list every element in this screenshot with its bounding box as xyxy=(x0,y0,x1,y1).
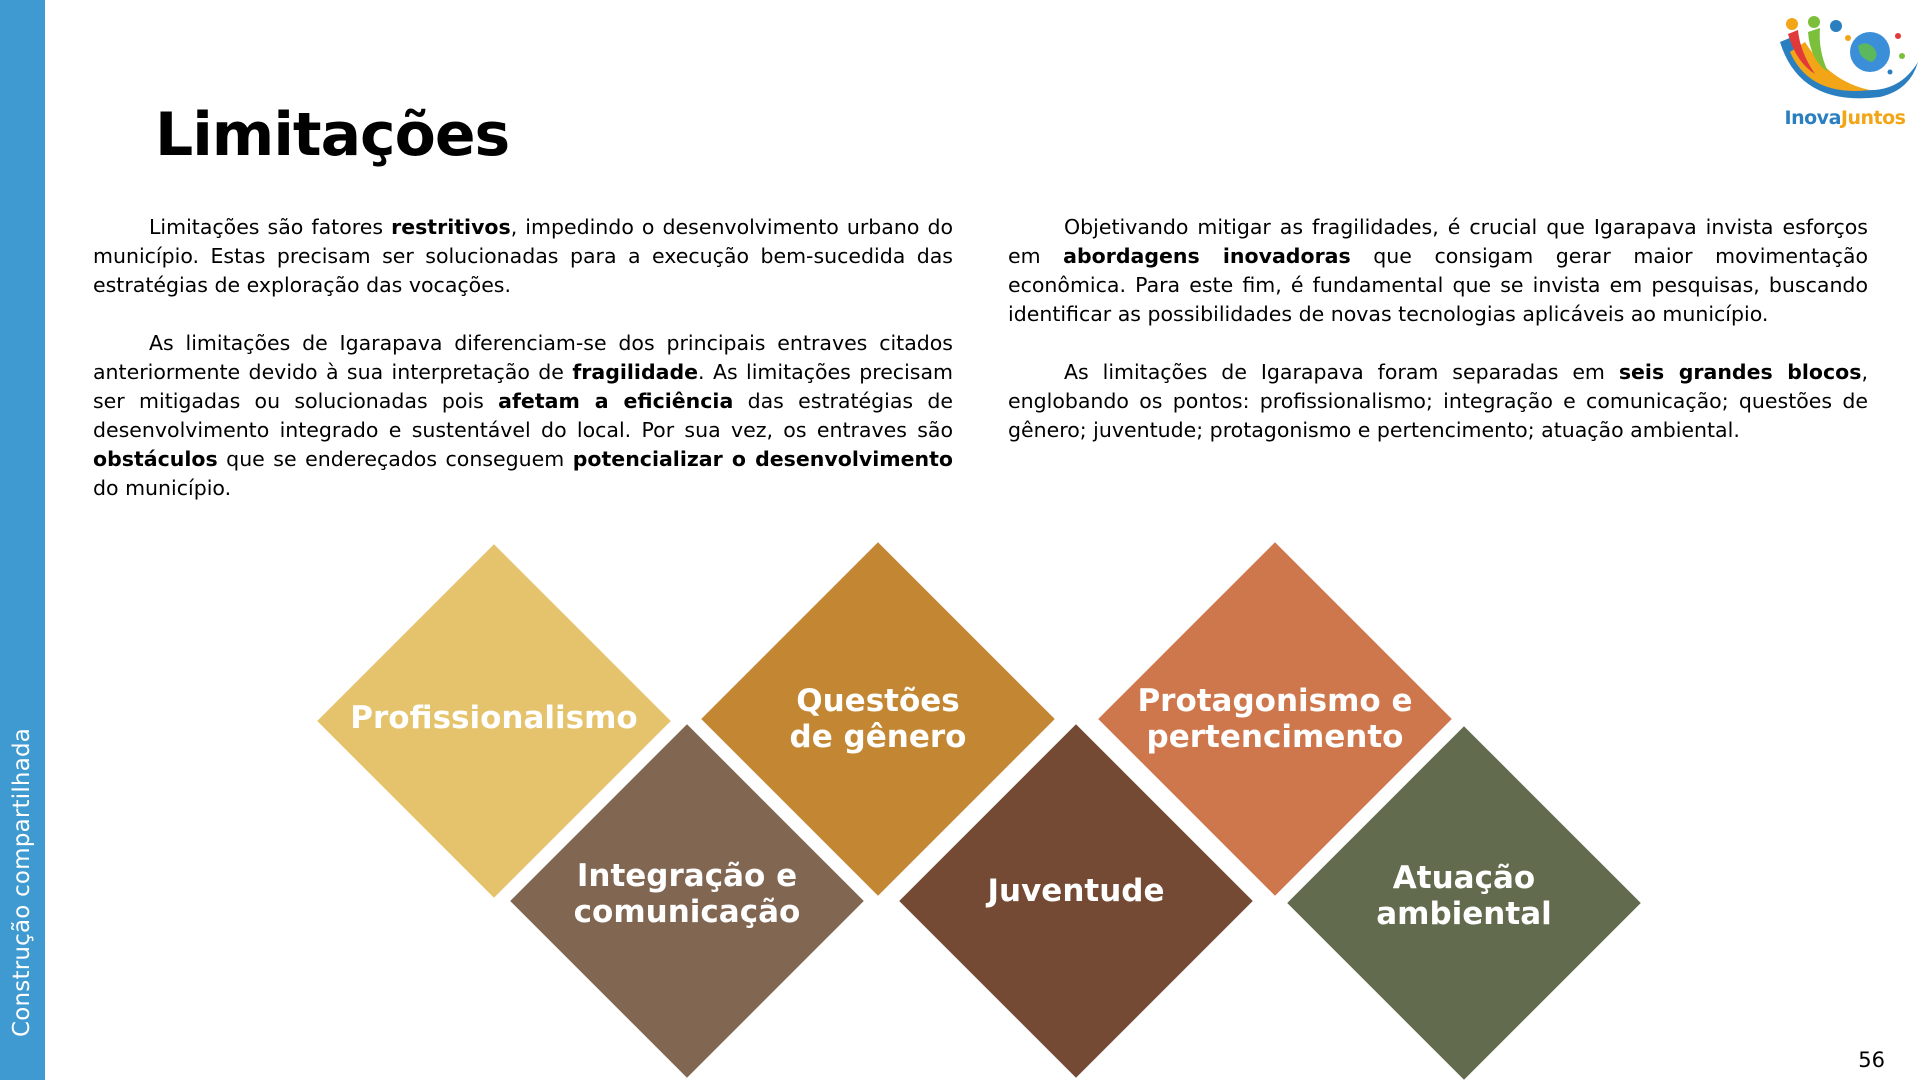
left-text-column xyxy=(93,213,953,532)
sidebar-band xyxy=(0,0,45,1080)
right-paragraph-1: Objetivando mitigar as fragilidades, é crucial que Igarapava invista esforços em abordagens inovadoras que consigam gerar maior movimentação econômica. Para este fim, é fundamental que se invista em pesquisas, buscando identificar as possibilidades de novas tecnologias aplicáveis ao município. xyxy=(1008,215,1868,326)
inovajuntos-logo xyxy=(1770,12,1920,137)
page-title: Limitações xyxy=(155,100,510,170)
label-integracao-comunicacao: Integração e comunicação xyxy=(573,858,801,930)
label-profissionalismo: Profissionalismo xyxy=(350,700,638,736)
label-questoes-genero: Questões de gênero xyxy=(789,683,967,755)
logo-wordmark: InovaJuntos xyxy=(1784,107,1906,129)
right-paragraph-2: As limitações de Igarapava foram separadas em seis grandes blocos, englobando os pontos: profissionalismo; integração e comunicação; questões de gênero; juventude; protagonismo e pertencimento; atuação ambiental. xyxy=(1008,360,1868,442)
logo-graphic xyxy=(1770,12,1920,107)
left-paragraph-1: Limitações são fatores restritivos, impedindo o desenvolvimento urbano do município. Estas precisam ser solucionadas para a execução bem-sucedida das estratégias de exploração das vocações. xyxy=(93,215,953,297)
label-protagonismo-pertencimento: Protagonismo e pertencimento xyxy=(1137,683,1413,755)
left-paragraph-2: As limitações de Igarapava diferenciam-se dos principais entraves citados anteriormente devido à sua interpretação de fragilidade. As limitações precisam ser mitigadas ou solucionadas pois afetam a eficiência das estratégias de desenvolvimento integrado e sustentável do local. Por sua vez, os entraves são obstáculos que se endereçados conseguem potencializar o desenvolvimento do município. xyxy=(93,331,954,500)
page-number: 56 xyxy=(1858,1048,1885,1072)
right-text-column xyxy=(1008,213,1868,474)
label-atuacao-ambiental: Atuação ambiental xyxy=(1376,860,1552,932)
sidebar-label: Construção compartilhada xyxy=(9,727,35,1037)
label-juventude: Juventude xyxy=(987,873,1165,909)
